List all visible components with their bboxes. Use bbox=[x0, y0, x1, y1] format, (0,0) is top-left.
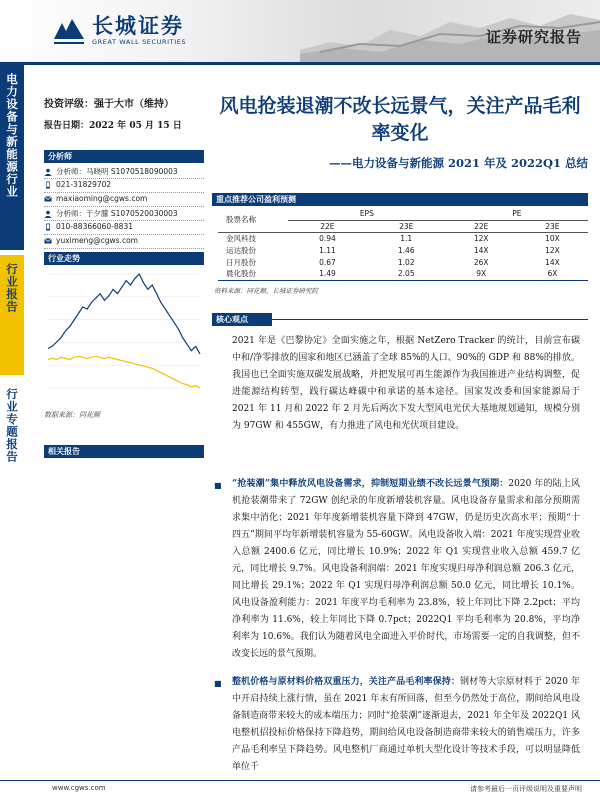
table-cell-pe22: 26X bbox=[473, 257, 489, 267]
sidebar-report-topic-tag: 行业专题报告 bbox=[0, 380, 24, 800]
analyst-section-label: 分析师 bbox=[44, 150, 204, 163]
page-header bbox=[0, 0, 600, 62]
table-cell-eps23: 1.46 bbox=[397, 245, 415, 255]
table-cell-eps23: 2.05 bbox=[367, 268, 446, 280]
related-reports-label: 相关报告 bbox=[44, 445, 204, 458]
phone-icon bbox=[44, 223, 52, 231]
analyst-info-line bbox=[44, 222, 133, 231]
point1-body: 2020 年的陆上风机抢装潮带来了 72GW 创纪录的年度新增装机容量。风电设备存量需求和部分预期需求集中消化；2021 年年度新增装机容量下降到 47GW，仍是历史次高水平；预期“十四五”期间平均年新增装机容量为 55-60GW。风电设备收入端：2021 年度实现营业收入总额 2400.6 亿元，同比增长 10.9%；2022 年 Q1 实现营业收入总额 459.7 亿元，同比增长 9.7%。风电设备利润端：2021 年度实现归母净利润总额 206.3 亿元，同比增长 29.1%；2022 年 Q1 实现归母净利润总额 50.0 亿元，同比增长 10.1%。风电设备盈利能力：2021 年度平均毛利率为 23.8%，较上年同比下降 2.2pct；平均净利率为 11.6%，较上年同比下降 0.7pct；2022Q1 平均毛利率为 20.8%，平均净利率为 10.6%。我们认为随着风电全面进入平价时代，市场需要一定的自我调整，但不改变长远的景气预期。 bbox=[232, 479, 581, 659]
header-divider bbox=[0, 62, 600, 65]
table-row bbox=[218, 256, 588, 268]
col-year: 23E bbox=[367, 220, 446, 232]
analyst-separator bbox=[44, 220, 204, 221]
analyst-info-text: yuximeng@cgws.com bbox=[56, 236, 138, 245]
analyst-separator bbox=[44, 192, 204, 193]
table-cell-pe22: 9X bbox=[446, 268, 517, 280]
report-date: 报告日期：2022 年 05 月 15 日 bbox=[44, 121, 182, 131]
core-intro-paragraph: 2021 年是《巴黎协定》全面实施之年，根据 NetZero Tracker 的统计，目前宣布碳中和/净零排放的国家和地区已涵盖了全球 85%的人口、90%的 GDP 和 88%的排放。我国也已全面实施双碳发展战略，并把发展可再生能源作为我国推进产业结构调整，促进能源结构转型，践行碳达峰碳中和承诺的基本途径。国家发改委和国家能源局于 2021 年 11 月和 2022 年 2 月先后两次下发大型风电光伏大基地规划通知，规模分别为 97GW 和 455GW，有力推进了风电和光伏项目建设。 bbox=[232, 336, 580, 431]
report-type-label: 证券研究报告 bbox=[485, 28, 582, 46]
table-cell-pe23: 10X bbox=[545, 233, 560, 243]
analyst-info-line bbox=[44, 236, 138, 245]
email-icon bbox=[44, 195, 52, 203]
table-cell-pe22: 12X bbox=[473, 233, 489, 243]
eps-forecast-table bbox=[218, 208, 588, 281]
analyst-info-line bbox=[44, 166, 178, 177]
table-cell-eps23: 1.02 bbox=[397, 257, 415, 267]
trend-section-label: 行业走势 bbox=[44, 252, 204, 265]
point2-lead: 整机价格与原材料价格双重压力，关注产品毛利率保持： bbox=[232, 677, 461, 687]
person-icon bbox=[44, 210, 52, 218]
eps-table-source: 资料来源：同花顺，长城证券研究院 bbox=[214, 287, 318, 295]
bullet-icon: ■ bbox=[214, 481, 222, 490]
col-year: 22E bbox=[288, 220, 367, 232]
col-stock-name: 股票名称 bbox=[218, 208, 288, 232]
footer-website: www.cgws.com bbox=[52, 784, 106, 792]
table-cell-eps22: 1.11 bbox=[319, 245, 336, 255]
eps-table-label: 重点推荐公司盈利预测 bbox=[212, 193, 588, 206]
analyst-separator bbox=[44, 248, 204, 249]
table-cell-pe23: 14X bbox=[545, 257, 560, 267]
analyst-separator bbox=[44, 234, 204, 235]
analyst-separator bbox=[44, 206, 204, 207]
col-group-eps: EPS bbox=[288, 208, 446, 220]
investment-rating: 投资评级：强于大市（维持） bbox=[44, 99, 174, 110]
report-subtitle: ——电力设备与新能源 2021 年及 2022Q1 总结 bbox=[328, 156, 588, 170]
trend-series-line-0 bbox=[48, 274, 200, 354]
brand-name-cn: 长城证券 bbox=[92, 13, 184, 38]
bullet-icon: ■ bbox=[214, 679, 222, 688]
table-cell-pe23: 12X bbox=[545, 245, 560, 255]
analyst-info-text: 分析师：马晓明 S1070518090003 bbox=[56, 167, 178, 176]
footer-disclaimer-note: 请参考最后一页评级说明及重要声明 bbox=[470, 785, 582, 793]
phone-icon bbox=[44, 181, 52, 189]
analyst-info-line bbox=[44, 194, 147, 203]
analyst-info-line bbox=[44, 208, 178, 219]
person-icon bbox=[44, 168, 52, 176]
table-cell-eps22: 1.49 bbox=[288, 268, 367, 280]
analyst-info-text: 分析师：于夕朦 S1070520030003 bbox=[56, 209, 178, 218]
table-cell-eps22: 0.67 bbox=[319, 257, 336, 267]
trend-series-line-1 bbox=[48, 356, 200, 388]
footer-divider bbox=[0, 780, 600, 781]
table-cell-name: 运达股份 bbox=[226, 245, 256, 255]
email-icon bbox=[44, 237, 52, 245]
col-year: 23E bbox=[517, 220, 588, 232]
table-cell-pe22: 14X bbox=[473, 245, 489, 255]
sidebar-industry-tag: 电力设备与新能源行业 bbox=[0, 65, 24, 250]
table-row bbox=[218, 232, 588, 244]
point1-paragraph bbox=[232, 476, 580, 663]
col-year: 22E bbox=[446, 220, 517, 232]
table-row bbox=[218, 244, 588, 256]
table-cell-pe23: 6X bbox=[517, 268, 588, 280]
point2-body: 钢材等大宗原材料于 2020 年中开启持续上涨行情，虽在 2021 年末有所回落，但至今仍然处于高位，期间给风电设备制造商带来较大的成本端压力；同时“抢装潮”逐渐退去，2021 年全年及 2022Q1 风电整机招投标价格保持下降趋势，期间给风电设备制造商带来较大的销售端压力，许多产品毛利率呈下降趋势。风电整机厂商通过单机大型化设计等技术手段，可以明显降低单位千 bbox=[232, 677, 580, 772]
point1-lead: “抢装潮”集中释放风电设备需求，抑制短期业绩不改长远景气预期： bbox=[232, 479, 509, 489]
brand-name-en: GREAT WALL SECURITIES bbox=[92, 38, 187, 46]
brand-logo-icon bbox=[52, 13, 86, 47]
industry-trend-chart bbox=[44, 268, 204, 396]
table-cell-name: 晨化股份 bbox=[218, 268, 288, 280]
analyst-info-line bbox=[44, 180, 111, 189]
table-cell-name: 日月股份 bbox=[226, 257, 256, 267]
point2-paragraph bbox=[232, 674, 580, 776]
analyst-info-text: 010-88366060-8831 bbox=[56, 222, 133, 231]
analyst-info-text: maxiaoming@cgws.com bbox=[56, 194, 148, 203]
table-cell-name: 金风科技 bbox=[226, 233, 256, 243]
col-group-pe: PE bbox=[446, 208, 588, 220]
table-cell-eps22: 0.94 bbox=[319, 233, 336, 243]
analyst-info-text: 021-31829702 bbox=[56, 180, 112, 189]
trend-chart-source: 数据来源：同花顺 bbox=[44, 411, 100, 419]
core-view-label: 核心观点 bbox=[212, 313, 272, 326]
table-cell-eps23: 1.1 bbox=[400, 233, 413, 243]
report-title: 风电抢装退潮不改长远景气，关注产品毛利率变化 bbox=[219, 95, 581, 144]
brand-logo bbox=[52, 10, 186, 50]
core-view-divider bbox=[272, 319, 588, 320]
analyst-separator bbox=[44, 178, 204, 179]
table-row bbox=[218, 268, 588, 280]
sidebar-report-kind-tag: 行业报告 bbox=[0, 255, 24, 375]
